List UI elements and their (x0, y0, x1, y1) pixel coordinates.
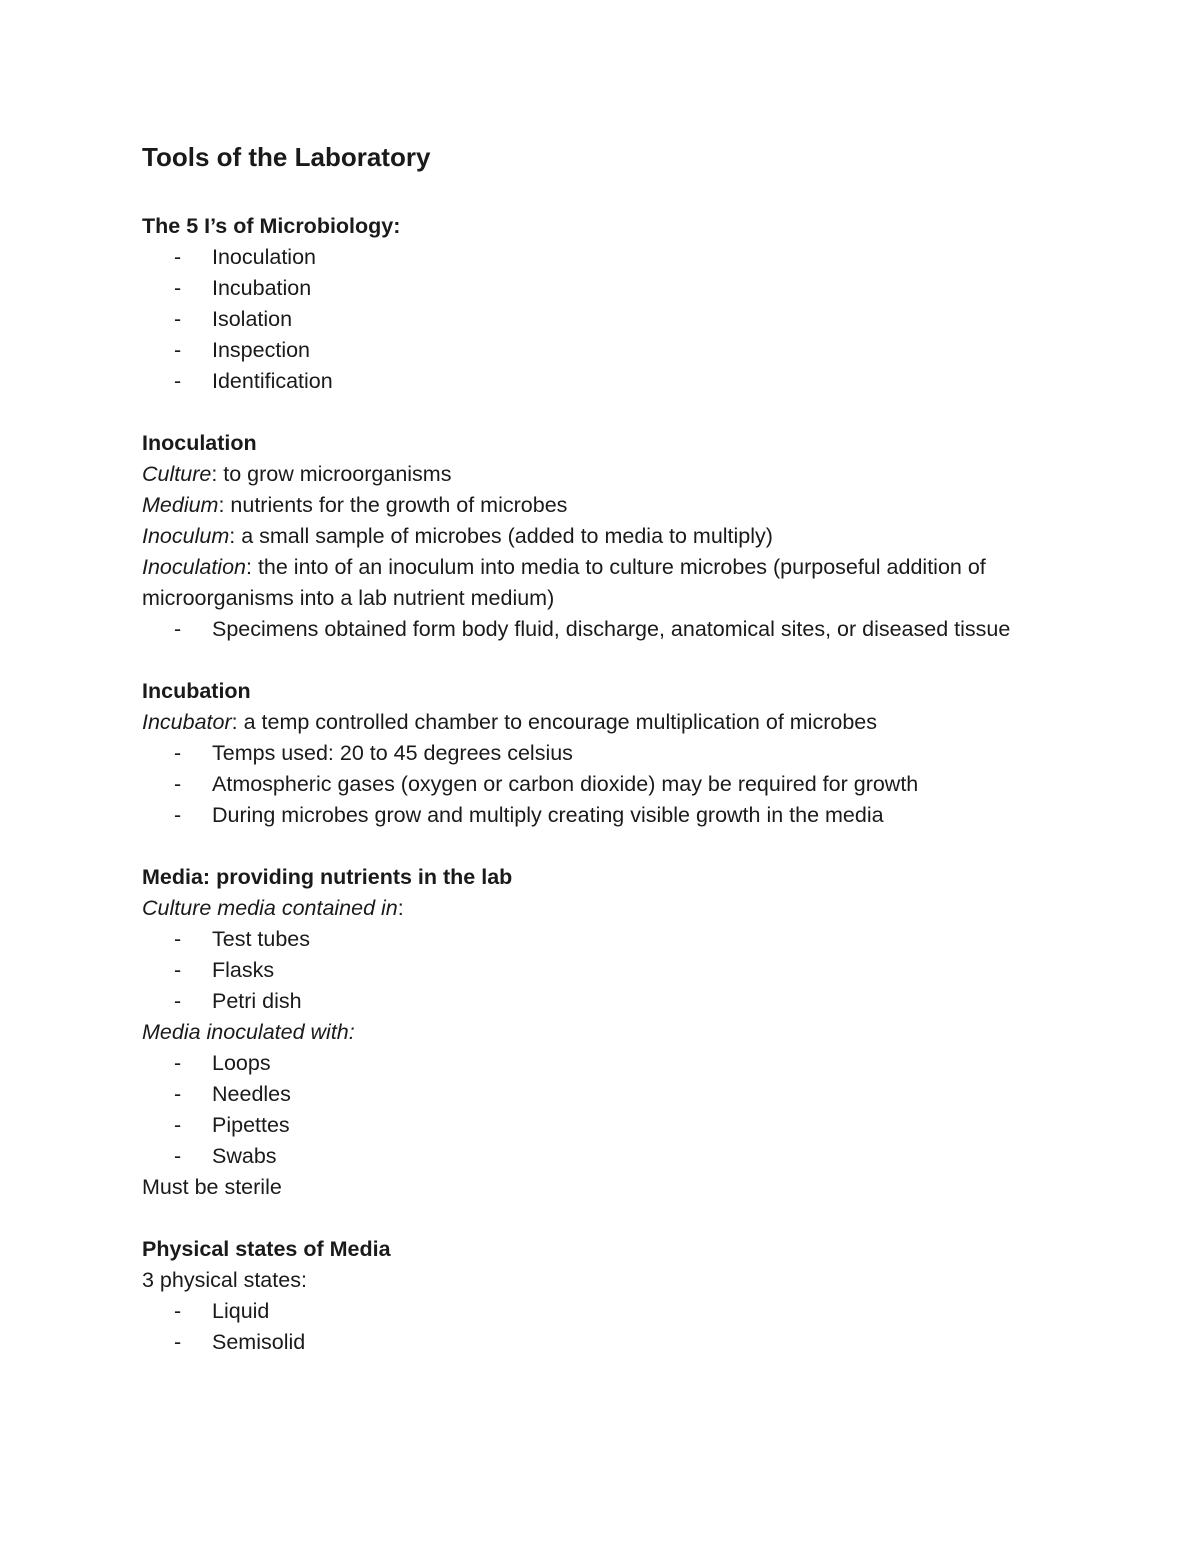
list-item (142, 986, 1062, 1017)
bullet-dash: - (174, 741, 182, 765)
bullet-dash: - (174, 307, 182, 331)
list-item-text: Petri dish (212, 989, 302, 1013)
list-item-text: Semisolid (212, 1330, 306, 1354)
definition-term: Incubator (142, 710, 232, 734)
physical-states-intro: 3 physical states: (142, 1268, 307, 1292)
bullet-dash: - (174, 958, 182, 982)
bullet-dash: - (174, 1299, 182, 1323)
bullet-dash: - (174, 772, 182, 796)
list-item (142, 335, 1062, 366)
list-item (142, 1048, 1062, 1079)
bullet-dash: - (174, 369, 182, 393)
definition-inoculation (142, 552, 1052, 614)
spacer (142, 645, 1062, 676)
list-item (142, 1141, 1062, 1172)
list-item (142, 1327, 1062, 1358)
list-item-text: Identification (212, 369, 333, 393)
list-item-text: Inspection (212, 338, 311, 362)
media-inoculated-label: Media inoculated with: (142, 1020, 355, 1044)
definition-term: Culture media contained in (142, 896, 398, 920)
definition-inoculum (142, 521, 1062, 552)
bullet-dash: - (174, 617, 182, 641)
list-item (142, 366, 1062, 397)
incubation-heading: Incubation (142, 679, 251, 703)
bullet-dash: - (174, 989, 182, 1013)
list-item-text: Liquid (212, 1299, 270, 1323)
list-item-text: Pipettes (212, 1113, 290, 1137)
physical-states-heading: Physical states of Media (142, 1237, 391, 1261)
definition-culture (142, 459, 1062, 490)
list-item (142, 800, 1062, 831)
bullet-dash: - (174, 276, 182, 300)
list-item-text: Loops (212, 1051, 271, 1075)
media-heading: Media: providing nutrients in the lab (142, 865, 513, 889)
definition-text: : the into of an inoculum into media to culture microbes (purposeful addition of microorganisms into a lab nutrient medium) (142, 555, 986, 610)
list-item (142, 1296, 1062, 1327)
list-item-text: Isolation (212, 307, 293, 331)
definition-text: : nutrients for the growth of microbes (218, 493, 568, 517)
definition-incubator (142, 707, 1062, 738)
list-item-text: Incubation (212, 276, 312, 300)
list-item-text: Atmospheric gases (oxygen or carbon dioxide) may be required for growth (212, 772, 919, 796)
list-item-text: During microbes grow and multiply creating visible growth in the media (212, 803, 884, 827)
document-page (142, 140, 1062, 1358)
spacer (142, 831, 1062, 862)
list-item-text: Needles (212, 1082, 291, 1106)
list-item (142, 304, 1062, 335)
list-item (142, 273, 1062, 304)
list-item (142, 614, 1062, 645)
list-item (142, 769, 1062, 800)
list-item-text: Swabs (212, 1144, 277, 1168)
definition-colon: : (397, 896, 404, 920)
bullet-dash: - (174, 803, 182, 827)
definition-term: Medium (142, 493, 219, 517)
bullet-dash: - (174, 1330, 182, 1354)
definition-text: : to grow microorganisms (211, 462, 452, 486)
bullet-dash: - (174, 1051, 182, 1075)
definition-term: Inoculation (142, 555, 246, 579)
list-item-text: Temps used: 20 to 45 degrees celsius (212, 741, 573, 765)
spacer (142, 397, 1062, 428)
five-is-heading: The 5 I’s of Microbiology: (142, 214, 401, 238)
definition-medium (142, 490, 1062, 521)
list-item (142, 1079, 1062, 1110)
list-item (142, 738, 1062, 769)
bullet-dash: - (174, 1144, 182, 1168)
definition-text: : a small sample of microbes (added to media to multiply) (229, 524, 773, 548)
spacer (142, 1203, 1062, 1234)
list-item (142, 1110, 1062, 1141)
list-item (142, 242, 1062, 273)
definition-term: Inoculum (142, 524, 230, 548)
bullet-dash: - (174, 245, 182, 269)
definition-term: Culture (142, 462, 212, 486)
list-item-text: Flasks (212, 958, 275, 982)
media-contained-label (142, 893, 1062, 924)
document-title: Tools of the Laboratory (142, 142, 431, 172)
list-item (142, 955, 1062, 986)
bullet-dash: - (174, 338, 182, 362)
list-item-text: Inoculation (212, 245, 316, 269)
inoculation-heading: Inoculation (142, 431, 257, 455)
bullet-dash: - (174, 1082, 182, 1106)
bullet-dash: - (174, 1113, 182, 1137)
bullet-dash: - (174, 927, 182, 951)
list-item-text: Test tubes (212, 927, 310, 951)
list-item-text: Specimens obtained form body fluid, discharge, anatomical sites, or diseased tissue (212, 617, 1011, 641)
definition-text: : a temp controlled chamber to encourage multiplication of microbes (231, 710, 877, 734)
list-item (142, 924, 1062, 955)
media-note: Must be sterile (142, 1175, 282, 1199)
